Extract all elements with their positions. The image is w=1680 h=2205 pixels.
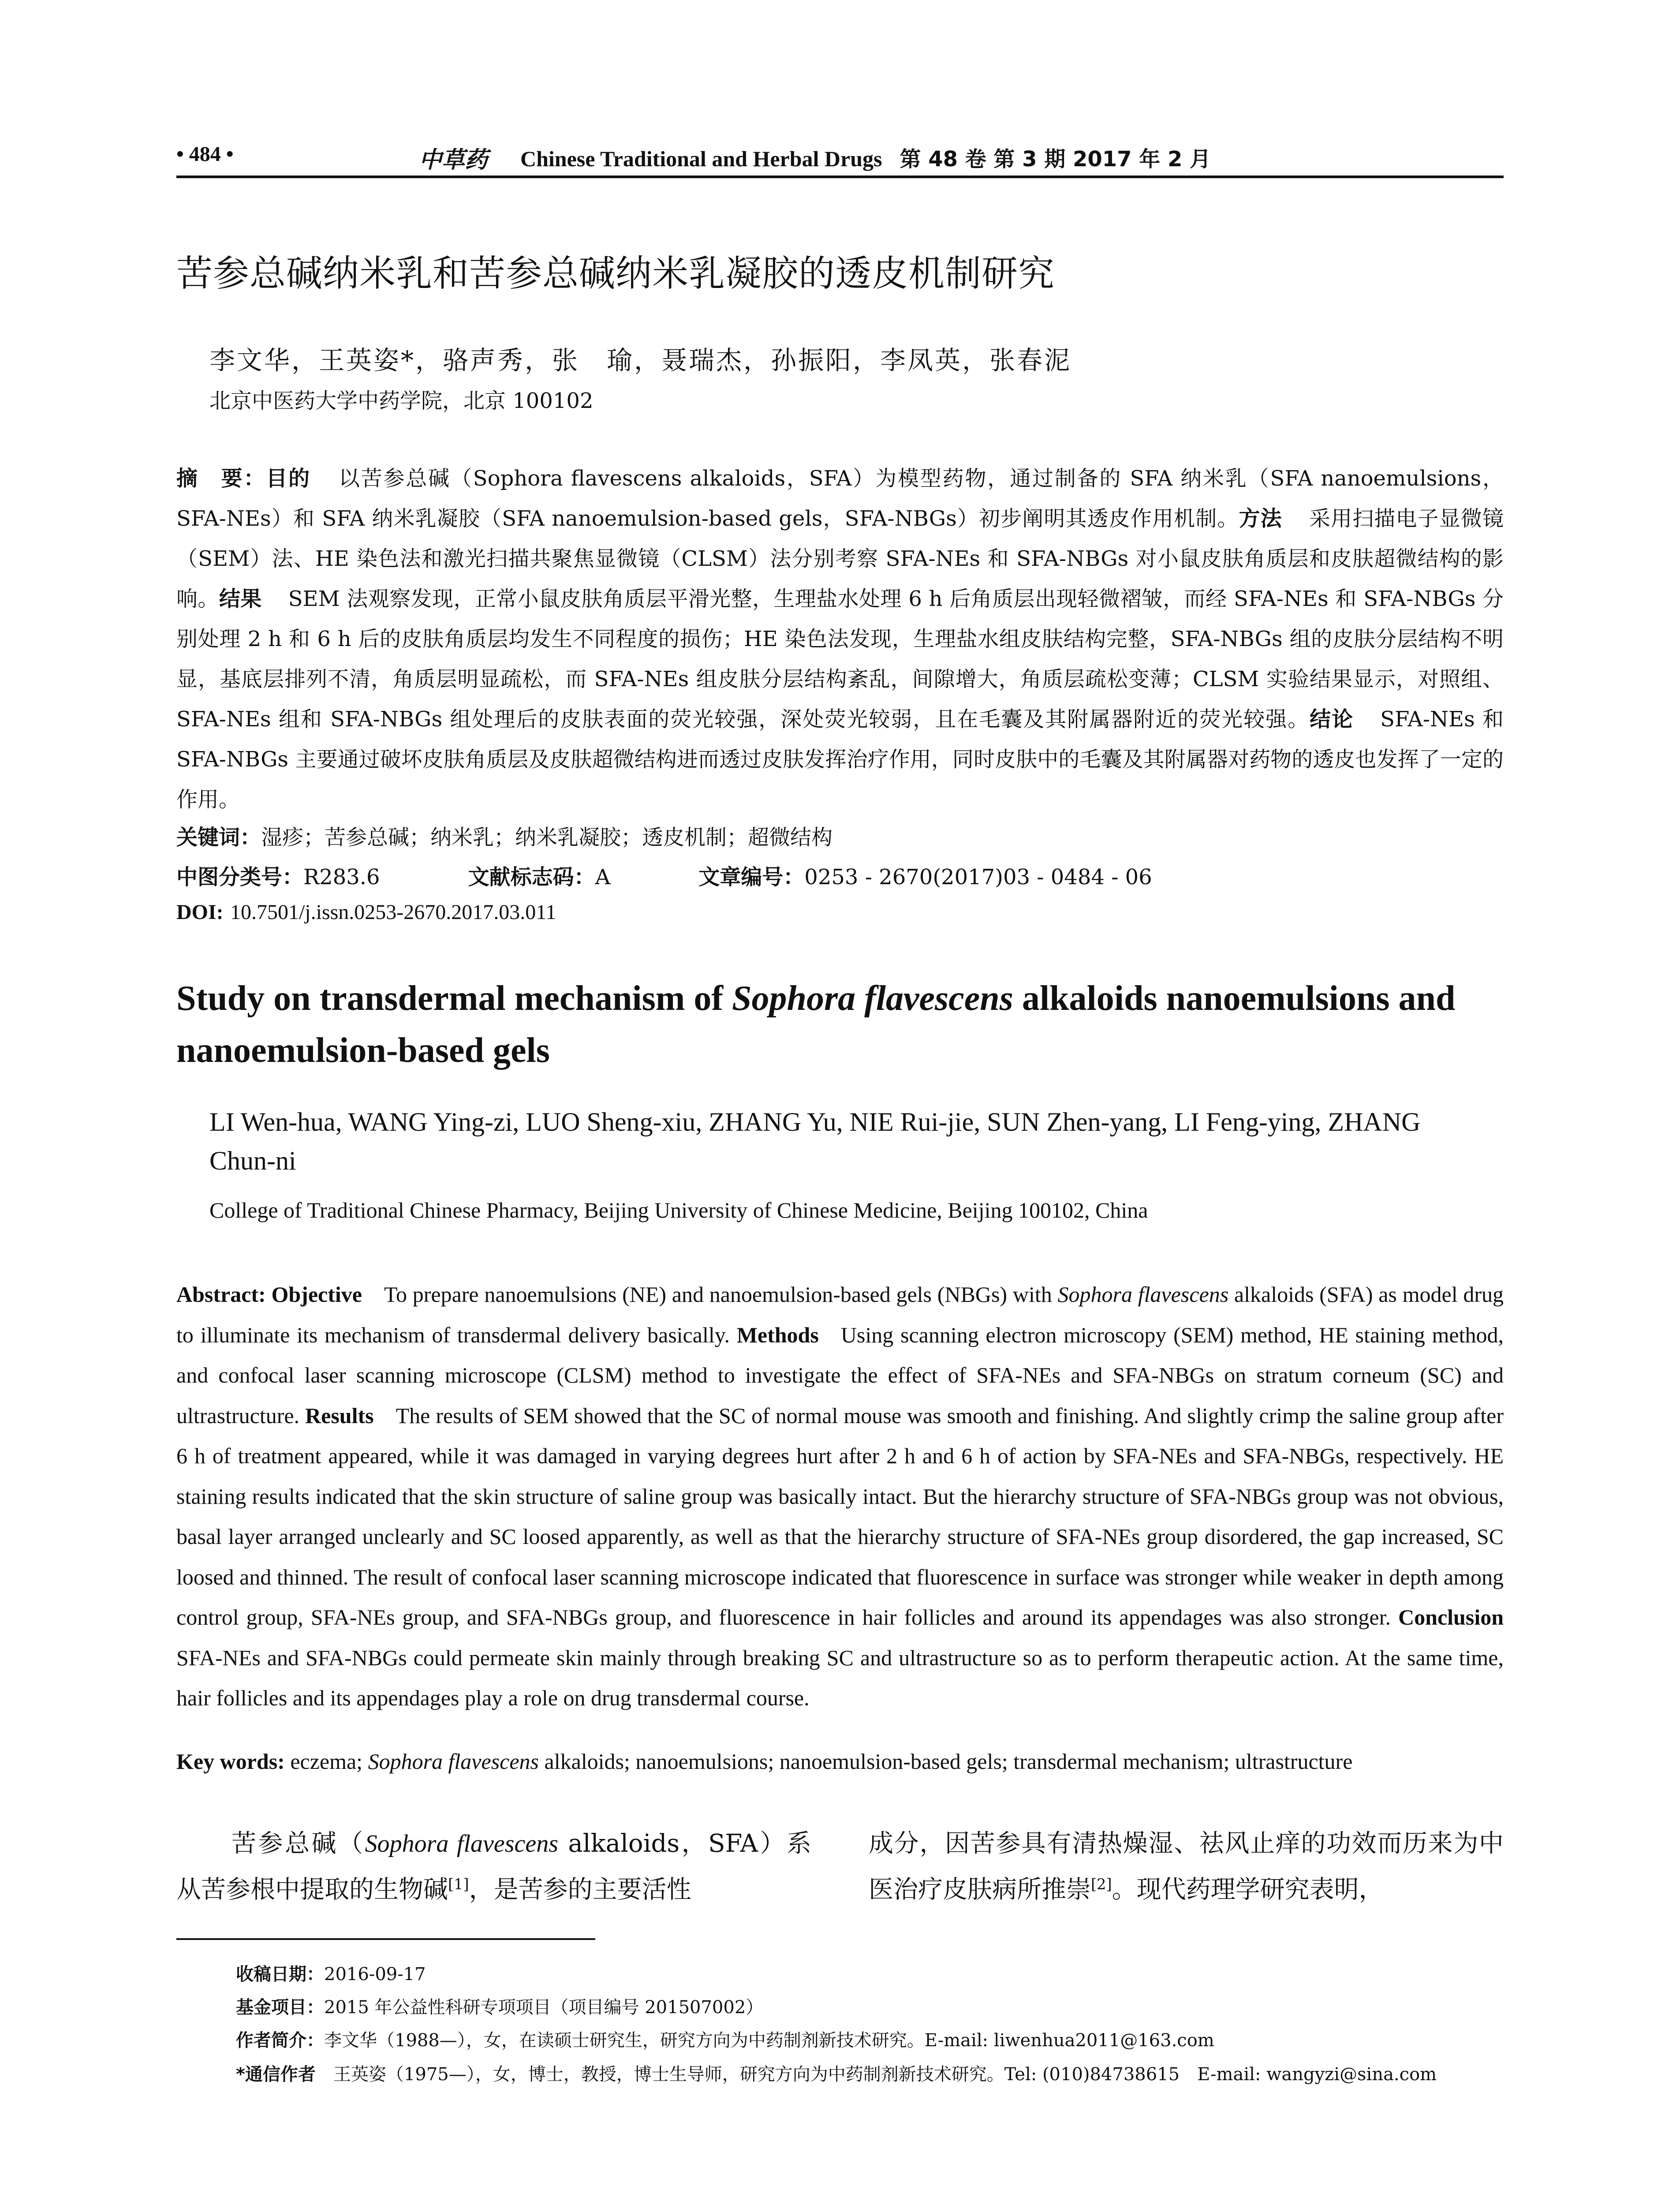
en-objective-species: Sophora flavescens	[1057, 1282, 1229, 1307]
ref-2: [2]	[1091, 1876, 1112, 1893]
journal-header	[520, 142, 1211, 172]
body-right-a: 成分，因苦参具有清热燥湿、祛风止痒的功效而历来为中医治疗皮肤病所推崇	[869, 1829, 1504, 1904]
cn-abstract	[176, 459, 1504, 820]
footnote-author	[236, 2026, 1214, 2052]
cn-article-value: 0253 - 2670(2017)03 - 0484 - 06	[804, 865, 1152, 889]
cn-results-text: SEM 法观察发现，正常小鼠皮肤角质层平滑光整，生理盐水处理 6 h 后角质层出现轻微褶皱，而经 SFA-NEs 和 SFA-NBGs 分别处理 2 h 和 6 h 后的皮肤角质层均发生不同程度的损伤；HE 染色法发现，生理盐水组皮肤结构完整，SFA-NBGs 组的皮肤分层结构不明显，基底层排列不清，角质层明显疏松，而 SFA-NEs 组皮肤分层结构紊乱，间隙增大，角质层疏松变薄；CLSM 实验结果显示，对照组、SFA-NEs 组和 SFA-NBGs 组处理后的皮肤表面的荧光较强，深处荧光较弱，且在毛囊及其附属器附近的荧光较强。	[176, 587, 1504, 732]
en-conclusion-text: SFA-NEs and SFA-NBGs could permeate skin mainly through breaking SC and ultrastructure so as to perform therapeutic action. At the same time, hair follicles and its appendages play a role on drug transdermal course.	[176, 1645, 1504, 1710]
doi-value: 10.7501/j.issn.0253-2670.2017.03.011	[230, 901, 556, 924]
cn-classification	[176, 860, 1152, 890]
author-value: 李文华（1988—），女，在读硕士研究生，研究方向为中药制剂新技术研究。E-mail: liwenhua2011@163.com	[324, 2030, 1214, 2051]
cn-conclusion-text: SFA-NEs 和 SFA-NBGs 主要通过破坏皮肤角质层及皮肤超微结构进而透过皮肤发挥治疗作用，同时皮肤中的毛囊及其附属器对药物的透皮也发挥了一定的作用。	[176, 707, 1504, 812]
body-column-left	[176, 1824, 811, 1910]
cn-objective-text: 以苦参总碱（Sophora flavescens alkaloids，SFA）为模型药物，通过制备的 SFA 纳米乳（SFA nanoemulsions，SFA-NEs）和 SFA 纳米乳凝胶（SFA nanoemulsion-based gels，SFA-NBGs）初步阐明其透皮作用机制。	[176, 466, 1504, 531]
en-keywords-a: eczema;	[290, 1749, 368, 1774]
corr-value: 王英姿（1975—），女，博士，教授，博士生导师，研究方向为中药制剂新技术研究。Tel: (010)84738615 E-mail: wangyzi@sina.com	[333, 2064, 1437, 2085]
cn-abstract-label: 摘 要：	[176, 466, 266, 491]
body-left-species: Sophora flavescens	[365, 1830, 559, 1857]
author-label: 作者简介：	[236, 2030, 324, 2051]
journal-name-en: Chinese Traditional and Herbal Drugs	[520, 146, 882, 171]
body-right-b: 。现代药理学研究表明，	[1112, 1875, 1384, 1904]
cn-class-value: R283.6	[303, 865, 380, 889]
received-label: 收稿日期：	[236, 1964, 324, 1984]
corr-label: *通信作者	[236, 2064, 316, 2085]
cn-class-label: 中图分类号：	[176, 865, 304, 889]
en-abstract	[176, 1274, 1504, 1719]
en-keywords	[176, 1749, 1352, 1774]
en-affiliation: College of Traditional Chinese Pharmacy, Beijing University of Chinese Medicine, Beijing 100102, China	[209, 1198, 1148, 1222]
en-conclusion-label: Conclusion	[1398, 1605, 1504, 1629]
en-keywords-species: Sophora flavescens	[368, 1749, 539, 1774]
cn-objective-label: 目的	[266, 466, 311, 491]
fund-value: 2015 年公益性科研专项项目（项目编号 201507002）	[324, 1997, 764, 2018]
cn-conclusion-label: 结论	[1310, 707, 1354, 732]
en-title-part1: Study on transdermal mechanism of	[176, 979, 732, 1018]
fund-label: 基金项目：	[236, 1997, 324, 2018]
en-authors: LI Wen-hua, WANG Ying-zi, LUO Sheng-xiu, ZHANG Yu, NIE Rui-jie, SUN Zhen-yang, LI Feng-ying, ZHANG Chun-ni	[209, 1107, 1421, 1175]
en-objective-text-b: alkaloids (SFA) as model drug to illuminate its mechanism of transdermal delivery basically.	[176, 1282, 1504, 1347]
footnote-fund	[236, 1993, 763, 2018]
cn-methods-text: 采用扫描电子显微镜（SEM）法、HE 染色法和激光扫描共聚焦显微镜（CLSM）法分别考察 SFA-NEs 和 SFA-NBGs 对小鼠皮肤角质层和皮肤超微结构的影响。	[176, 506, 1504, 611]
en-title	[176, 972, 1504, 1076]
header-rule	[176, 176, 1504, 178]
journal-name-cn: 中草药	[419, 146, 488, 173]
cn-doccode-value: A	[595, 865, 611, 889]
cn-keywords-label: 关键词：	[176, 825, 261, 850]
cn-article-label: 文章编号：	[698, 865, 805, 889]
en-keywords-b: alkaloids; nanoemulsions; nanoemulsion-based gels; transdermal mechanism; ultrastructure	[539, 1749, 1353, 1774]
footnote-received	[236, 1960, 426, 1985]
body-left-b: alkaloids，SFA）系从苦参根中提取的生物碱	[176, 1829, 812, 1904]
body-left-c: ，是苦参的主要活性	[469, 1875, 691, 1904]
received-value: 2016-09-17	[324, 1964, 426, 1984]
page-number: • 484 •	[176, 142, 234, 166]
cn-affiliation: 北京中医药大学中药学院，北京 100102	[209, 389, 594, 413]
footnote-corresponding	[236, 2060, 1437, 2085]
doi-label: DOI:	[176, 901, 224, 924]
cn-methods-label: 方法	[1239, 506, 1282, 531]
ref-1: [1]	[448, 1876, 469, 1893]
en-title-species: Sophora flavescens	[732, 979, 1013, 1018]
issue-info: 第 48 卷 第 3 期 2017 年 2 月	[900, 147, 1211, 172]
en-objective-label: Objective	[271, 1282, 362, 1307]
cn-results-label: 结果	[219, 587, 262, 611]
cn-doccode-label: 文献标志码：	[468, 865, 595, 889]
en-keywords-label: Key words:	[176, 1749, 285, 1774]
en-objective-text-a: To prepare nanoemulsions (NE) and nanoemulsion-based gels (NBGs) with	[384, 1282, 1058, 1307]
en-title-part2: alkaloids nanoemulsions and nanoemulsion-based gels	[176, 979, 1456, 1070]
en-results-label: Results	[305, 1403, 374, 1428]
cn-title: 苦参总碱纳米乳和苦参总碱纳米乳凝胶的透皮机制研究	[176, 253, 1055, 295]
body-left-a: 苦参总碱（	[231, 1829, 365, 1858]
cn-doi	[176, 900, 556, 924]
body-column-right	[869, 1824, 1504, 1910]
cn-keywords-text: 湿疹；苦参总碱；纳米乳；纳米乳凝胶；透皮机制；超微结构	[261, 825, 833, 850]
footnote-rule	[176, 1938, 595, 1940]
en-results-text: The results of SEM showed that the SC of normal mouse was smooth and finishing. And slightly crimp the saline group after 6 h of treatment appeared, while it was damaged in varying degrees hurt after 2 h and 6 h of action by SFA-NEs and SFA-NBGs, respectively. HE staining results indicated that the skin structure of saline group was basically intact. But the hierarchy structure of SFA-NBGs group was not obvious, basal layer arranged unclearly and SC loosed apparently, as well as that the hierarchy structure of SFA-NEs group disordered, the gap increased, SC loosed and thinned. The result of confocal laser scanning microscope indicated that fluorescence in surface was stronger while weaker in depth among control group, SFA-NEs group, and SFA-NBGs group, and fluorescence in hair follicles and around its appendages was also stronger.	[176, 1403, 1504, 1629]
cn-keywords	[176, 820, 833, 851]
en-abstract-label: Abstract:	[176, 1282, 266, 1307]
en-methods-label: Methods	[736, 1322, 819, 1347]
cn-authors: 李文华，王英姿*，骆声秀，张 瑜，聂瑞杰，孙振阳，李凤英，张春泥	[209, 345, 1072, 375]
en-methods-text: Using scanning electron microscopy (SEM) method, HE staining method, and confocal laser scanning microscope (CLSM) method to investigate the effect of SFA-NEs and SFA-NBGs on stratum corneum (SC) and ultrastructure.	[176, 1322, 1504, 1428]
